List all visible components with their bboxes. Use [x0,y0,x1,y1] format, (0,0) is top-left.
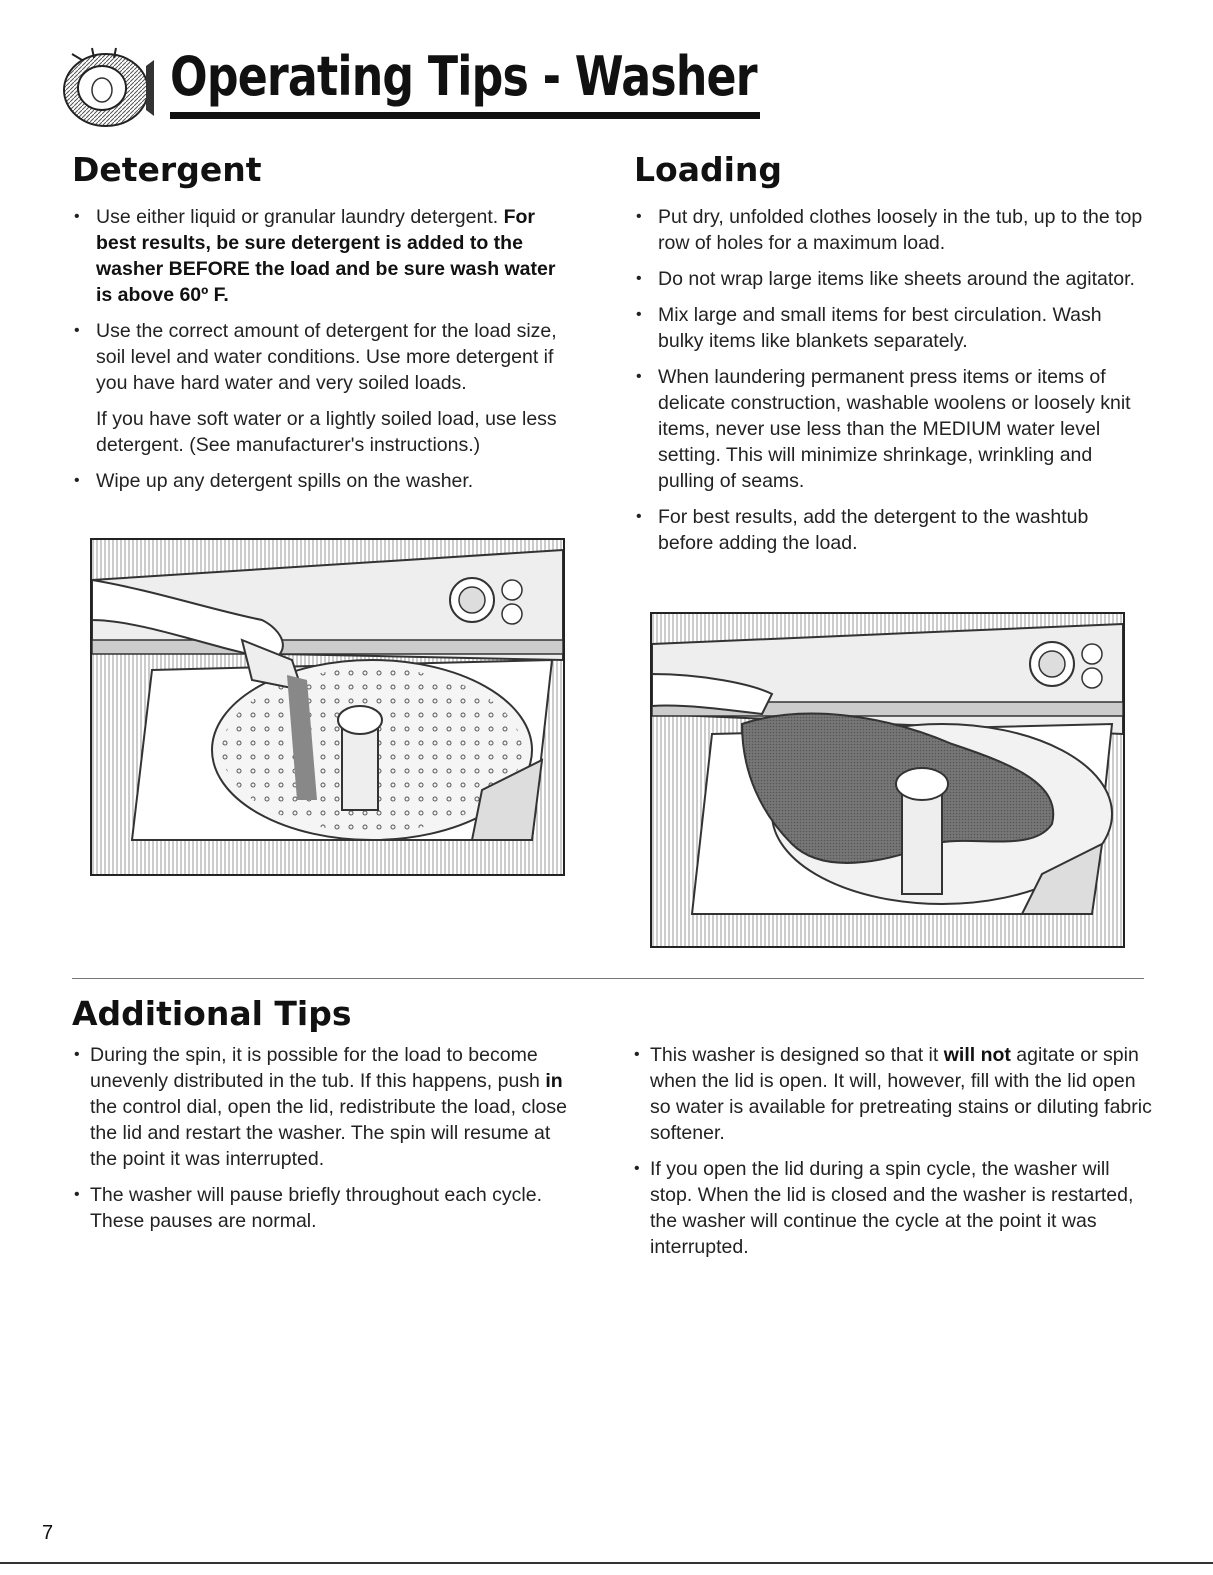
list-item-text: This washer is designed so that it [650,1044,944,1066]
list-item [634,266,1149,292]
detergent-section [72,150,572,504]
list-item-text: If you open the lid during a spin cycle, the washer will stop. When the lid is closed and the washer is restarted, the washer will continue the cycle at the point it was interrupted. [650,1158,1134,1258]
list-item [72,204,572,308]
page-title: Operating Tips - Washer [170,45,757,108]
list-item-text: the control dial, open the lid, redistribute the load, close the lid and restart the washer. The spin will resume at the point it was interrupted. [90,1096,567,1170]
loading-illustration [650,612,1125,948]
list-item [634,204,1149,256]
list-item [72,1042,582,1172]
list-item-text: The washer will pause briefly throughout each cycle. These pauses are normal. [90,1184,542,1232]
additional-tips-heading: Additional Tips [72,994,352,1033]
list-item [632,1156,1152,1260]
list-item-text: Use the correct amount of detergent for the load size, soil level and water conditions. Use more detergent if you have hard water and very soiled loads. [96,320,557,394]
list-item-text: Do not wrap large items like sheets around the agitator. [658,268,1135,290]
list-item-text: When laundering permanent press items or items of delicate construction, washable woolens or loosely knit items, never use less than the MEDIUM water level setting. This will minimize shrinkage, wrinkling and pulling of seams. [658,366,1131,492]
additional-list-left [72,1042,582,1234]
footer-rule [0,1562,1213,1564]
loading-list [634,204,1149,556]
list-item [632,1042,1152,1146]
loading-heading: Loading [634,150,783,189]
list-item-text: For best results, add the detergent to the washtub before adding the load. [658,506,1089,554]
title-underline [170,112,760,119]
list-item-text: Wipe up any detergent spills on the washer. [96,470,474,492]
list-item-text: Mix large and small items for best circulation. Wash bulky items like blankets separately. [658,304,1102,352]
list-item-text: Put dry, unfolded clothes loosely in the tub, up to the top row of holes for a maximum load. [658,206,1143,254]
list-item-text: Use either liquid or granular laundry detergent. [96,206,504,228]
list-item [72,468,572,494]
list-item-bold: will not [943,1044,1011,1066]
list-item-text: agitate or spin when the lid is open. It will, however, fill with the lid open so water is available for pretreating stains or diluting fabric softener. [650,1044,1152,1144]
section-divider [72,978,1144,979]
list-item [634,364,1149,494]
list-item [634,504,1149,556]
additional-tips-left [72,1042,582,1244]
list-item-bold: For best results, be sure detergent is added to the washer BEFORE the load and be sure wash water is above 60º F. [96,206,556,306]
list-item [634,302,1149,354]
loading-section [634,150,1149,566]
soft-water-note: If you have soft water or a lightly soiled load, use less detergent. (See manufacturer's instructions.) [96,408,557,456]
additional-tips-section [72,994,1152,1258]
washer-tips-icon [62,46,156,128]
detergent-list [72,204,572,396]
list-item [72,1182,582,1234]
additional-tips-right [632,1042,1152,1270]
detergent-list-continued [72,468,572,494]
washer-loading-drawing [652,614,1123,946]
additional-list-right [632,1042,1152,1260]
list-item-bold: in [545,1070,563,1092]
list-item [72,318,572,396]
list-item-text: During the spin, it is possible for the load to become unevenly distributed in the tub. If this happens, push [90,1044,546,1092]
page-header [62,40,757,130]
washer-detergent-drawing [92,540,563,874]
page-number: 7 [42,1522,54,1544]
detergent-heading: Detergent [72,150,262,189]
detergent-illustration [90,538,565,876]
